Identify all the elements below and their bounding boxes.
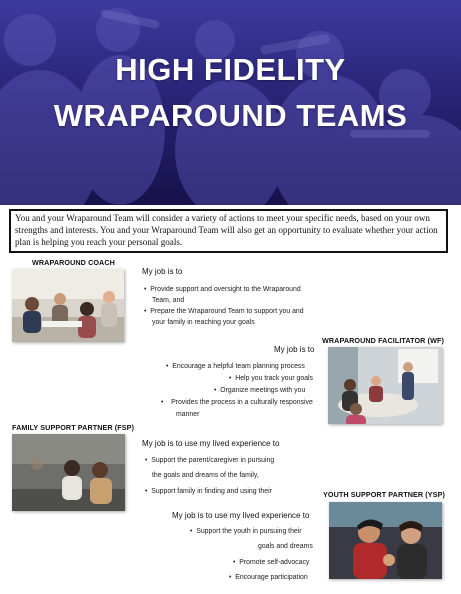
fsp-label: FAMILY SUPPORT PARTNER (FSP) <box>12 423 135 432</box>
facilitator-label: WRAPAROUND FACILITATOR (WF) <box>322 336 444 345</box>
facilitator-bullet-2: • Help you track your goals <box>229 375 313 382</box>
facilitator-photo <box>328 347 442 424</box>
coach-photo <box>12 269 124 342</box>
coach-label: WRAPAROUND COACH <box>32 258 115 267</box>
ysp-bullet-1-cont: goals and dreams <box>258 543 313 550</box>
ysp-bullet-3: • Encourage participation <box>229 574 308 581</box>
hero-title-line1: HIGH FIDELITY <box>115 52 346 87</box>
ysp-label: YOUTH SUPPORT PARTNER (YSP) <box>323 490 445 499</box>
fsp-lead: My job is to use my lived experience to <box>142 439 280 448</box>
ysp-lead: My job is to use my lived experience to <box>172 511 310 520</box>
fsp-bullet-2: • Support family in finding and using their <box>145 488 272 495</box>
intro-box: You and your Wraparound Team will consider a variety of actions to meet your specific needs, based on your own strengths and interests. You and your Wraparound Team will also get an opportunity to evaluate whether your action plan is helping you reach your personal goals. <box>9 209 448 253</box>
ysp-photo <box>329 502 442 579</box>
facilitator-bullet-1: • Encourage a helpful team planning process <box>166 363 305 370</box>
coach-bullet-2: • Prepare the Wraparound Team to support you and <box>144 308 304 315</box>
facilitator-bullet-3: • Organize meetings with you <box>214 387 306 394</box>
coach-bullet-2-cont: your family in reaching your goals <box>152 319 255 326</box>
fsp-bullet-1-cont: the goals and dreams of the family, <box>152 472 259 479</box>
coach-bullet-1: • Provide support and oversight to the Wraparound <box>144 286 301 293</box>
ysp-bullet-1: • Support the youth in pursuing their <box>190 528 302 535</box>
hero-banner <box>0 0 461 205</box>
facilitator-bullet-4-cont: manner <box>176 411 200 418</box>
ysp-bullet-2: • Promote self-advocacy <box>233 559 310 566</box>
facilitator-lead: My job is to <box>274 345 315 354</box>
fsp-bullet-1: • Support the parent/caregiver in pursuing <box>145 457 275 464</box>
coach-bullet-1-cont: Team, and <box>152 297 185 304</box>
fsp-photo <box>12 434 125 511</box>
coach-lead: My job is to <box>142 267 183 276</box>
facilitator-bullet-4: • Provides the process in a culturally responsive <box>161 399 313 406</box>
hero-title-line2: WRAPAROUND TEAMS <box>53 98 408 133</box>
